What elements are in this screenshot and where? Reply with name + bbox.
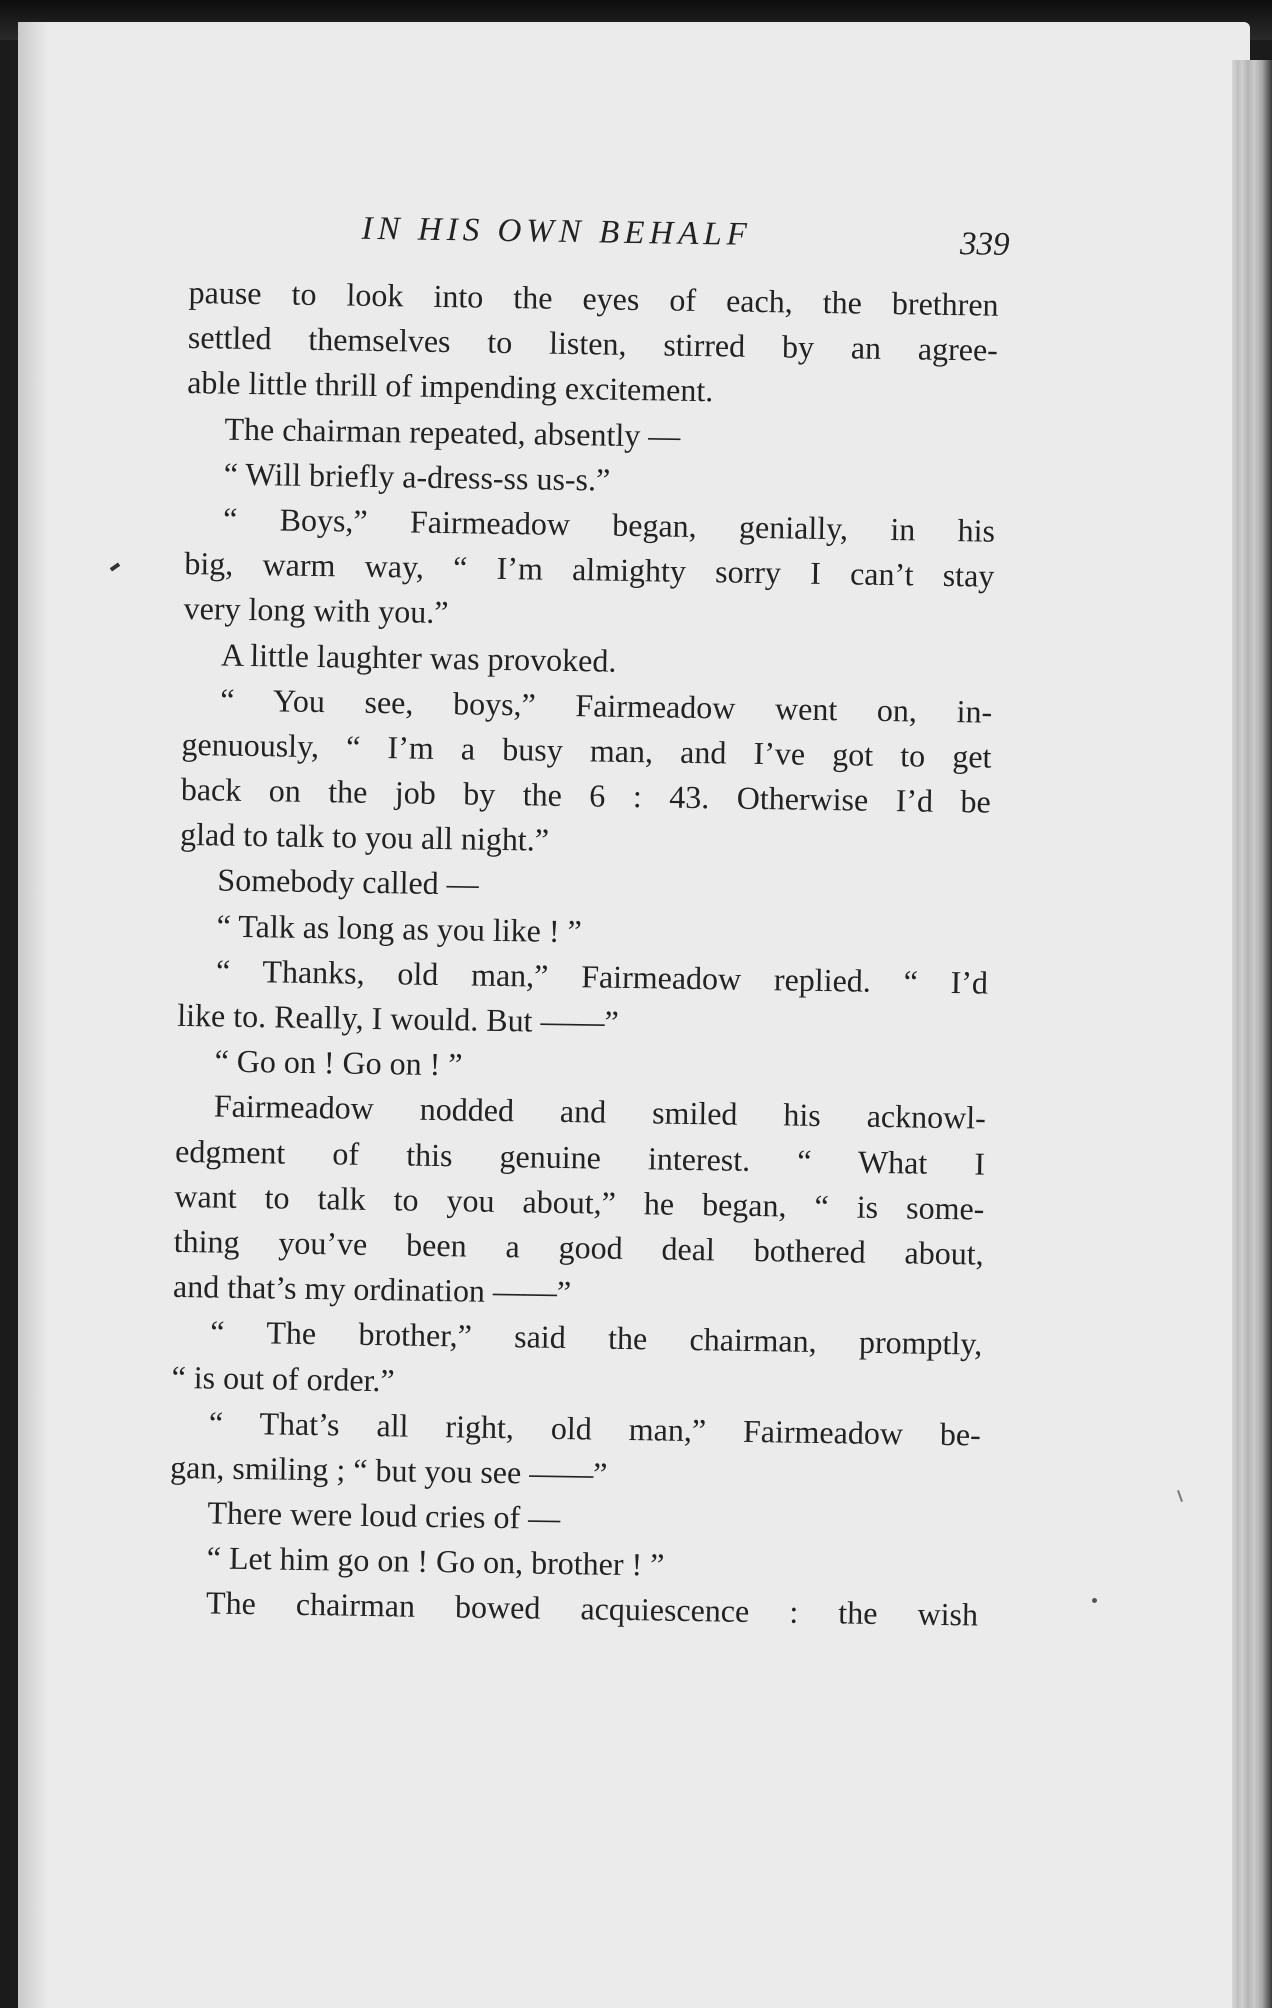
text-line: back on the job by the 6 : 43. Otherwise I’d be bbox=[180, 770, 992, 820]
text-line: The chairman repeated, absently — bbox=[224, 410, 681, 454]
text-line: like to. Really, I would. But ——” bbox=[177, 996, 619, 1040]
text-line: Fairmeadow nodded and smiled his acknowl- bbox=[213, 1087, 987, 1136]
page-blemish-dot bbox=[1092, 1598, 1097, 1603]
text-line: “ Boys,” Fairmeadow began, genially, in his bbox=[222, 500, 996, 549]
text-line: “ Talk as long as you like ! ” bbox=[216, 907, 583, 949]
running-head bbox=[189, 208, 1010, 283]
text-line: and that’s my ordination ——” bbox=[172, 1267, 572, 1311]
text-line: genuously, “ I’m a busy man, and I’ve got to get bbox=[181, 725, 992, 775]
page-number: 339 bbox=[959, 226, 1010, 263]
text-line: “ Will briefly a-dress-ss us-s.” bbox=[223, 455, 611, 498]
text-line: “ Let him go on ! Go on, brother ! ” bbox=[206, 1539, 665, 1583]
text-line: thing you’ve been a good deal bothered about, bbox=[173, 1222, 984, 1272]
text-line: There were loud cries of — bbox=[207, 1494, 561, 1537]
text-line: pause to look into the eyes of each, the brethren bbox=[188, 273, 999, 323]
text-line: gan, smiling ; “ but you see ——” bbox=[169, 1448, 608, 1492]
spine-shadow bbox=[18, 22, 48, 2008]
text-line: very long with you.” bbox=[183, 590, 449, 631]
text-line: The chairman bowed acquiescence : the wish bbox=[205, 1584, 979, 1633]
text-line: A little laughter was provoked. bbox=[220, 636, 617, 679]
text-line: “ That’s all right, old man,” Fairmeadow be- bbox=[208, 1404, 982, 1453]
text-line: glad to talk to you all night.” bbox=[179, 816, 550, 858]
text-line: Somebody called — bbox=[217, 861, 479, 903]
page-content bbox=[168, 208, 1010, 1638]
text-line: able little thrill of impending excitement. bbox=[186, 364, 714, 409]
page-edges bbox=[1232, 60, 1272, 2008]
text-line: “ You see, boys,” Fairmeadow went on, in- bbox=[220, 681, 993, 730]
text-line: “ is out of order.” bbox=[171, 1358, 395, 1398]
text-line: big, warm way, “ I’m almighty sorry I can’t stay bbox=[184, 545, 995, 594]
text-line: “ The brother,” said the chairman, promptly, bbox=[210, 1313, 983, 1362]
text-line: settled themselves to listen, stirred by an agree- bbox=[187, 319, 999, 368]
running-title: IN HIS OWN BEHALF bbox=[361, 210, 753, 253]
text-line: “ Go on ! Go on ! ” bbox=[214, 1042, 463, 1083]
text-line: edgment of this genuine interest. “ What I bbox=[174, 1132, 986, 1182]
text-line: “ Thanks, old man,” Fairmeadow replied. “ I’d bbox=[215, 952, 989, 1001]
text-line: want to talk to you about,” he began, “ is some- bbox=[174, 1177, 985, 1227]
body-text bbox=[168, 270, 999, 1638]
